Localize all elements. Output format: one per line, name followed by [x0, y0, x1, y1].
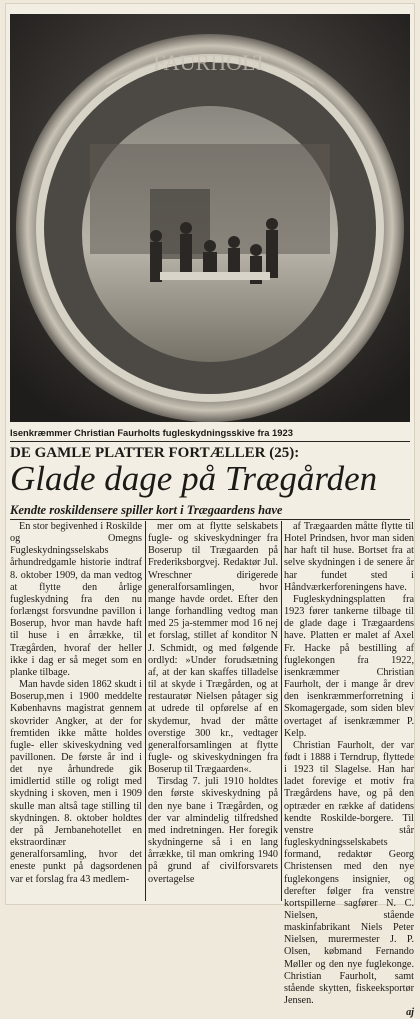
paragraph: Tirsdag 7. juli 1910 holdtes den første skiveskydning på den nye bane i Trægården, og der var almindelig tilfredshed med indretningen. Her foregik skydningerne så i en lang årrække, til man omkring 1940 på grund af civilforsvarets overtagelse [148, 776, 278, 885]
caption-rule [10, 441, 410, 442]
target-plate-illustration [10, 14, 410, 422]
paragraph: af Trægaarden måtte flytte til Hotel Prindsen, hvor man siden har haft til huse. Bortset fra at selve skydningen i de senere år har fundet sted i Håndværkerforeningens have. [284, 521, 414, 593]
paragraph: Man havde siden 1862 skudt i Boserup,men i 1900 meddelte Københavns magistrat gennem skovrider Angker, at der for fremtiden ikke måtte holdes fugle- eller skiveskydning ved pavillonen. De første år ind i det nye århundrede gik imidlertid stille og roligt med skydning i skoven, men i 1909 skulle man altså tage stilling til skydningen. 8. oktober holdtes der på Jernbanehotellet en ekstraordinær generalforsamling, hvor det eneste punkt på dagsordenen var et forslag fra 43 medlem- [10, 679, 142, 885]
photo-caption: Isenkræmmer Christian Faurholts fugleskydningsskive fra 1923 [10, 427, 293, 438]
article-column-1 [10, 521, 142, 886]
author-signature: aj [406, 1007, 414, 1019]
card-table [160, 272, 270, 280]
paragraph: Christian Faurholt, der var født i 1888 i Terndrup, flyttede i 1923 til Slagelse. Han har ladet forevige et motiv fra Trægårdens have, og på den optræder en række af datidens kendte Roskilde-borgere. Til venstre står fugleskydningsselskabets formand, redaktør Georg Christensen med den nye fuglekongens insignier, og derefter følger fra venstre kortspillerne sagfører N. C. Nielsen, stående maskinfabrikant Niels Peter Nielsen, murermester J. P. Olsen, købmand Fernando Møller og den nye fuglekonge. Christian Faurholt, samt stående skytten, fiskeeksportør Jensen. [284, 739, 414, 1007]
shooting-target-photo [10, 14, 410, 422]
article-column-2 [148, 521, 278, 886]
article-subheading: Kendte roskildensere spiller kort i Trægaardens have [10, 503, 283, 517]
column-divider [281, 521, 282, 901]
paragraph: mer om at flytte selskabets fugle- og skiveskydninger fra Boserup til Trægaarden på Frederiksborgvej. Redaktør Jul. Wreschner dirigerede generalforsamlingen, hvor mange havde ordet. Efter den lange forhandling vedtog man med 25 ja-stemmer mod 16 nej et forslag, stillet af konditor N J. Schmidt, og med følgende ordlyd: »Under forudsætning af, at der kan skaffes tilladelse til at skyde i Trægården, og at restauratør Nielsen påtager sig at udrede til opførelse af en skydemur, hvad der måtte overstige 300 kr., vedtager generalforsamlingen at flytte fugle- og skiveskydningen fra Boserup til Trægaarden«. [148, 521, 278, 776]
paragraph: En stor begivenhed i Roskilde og Omegns Fugleskydningsselskabs århundredgamle historie indtraf 8. oktober 1909, da man vedtog at flytte den årlige fugleskydning fra den nu forlængst forsvundne pavillon i Boserup, hvor man havde haft til huse i en årrække, til Trægården, hvoraf der heller ikke i dag er så meget som en planke tilbage. [10, 521, 142, 678]
column-divider [145, 521, 146, 901]
subheading-rule [10, 519, 410, 520]
series-kicker: DE GAMLE PLATTER FORTÆLLER (25): [10, 445, 300, 461]
target-lettering: FAURHOLT [153, 50, 267, 75]
paragraph: Fugleskydningsplatten fra 1923 fører tankerne tilbage til de glade dage i Trægaardens have. Platten er malet af Axel Fr. Hacke på bestilling af fuglekongen fra 1922, isenkræmmer Christian Faurholt, der i mange år drev den isenkræmmerforretning i Skomagergade, som siden blev overtaget af isenkræmmer P. Kelp. [284, 593, 414, 739]
article-headline: Glade dage på Trægården [10, 459, 378, 498]
newspaper-clipping [6, 4, 414, 1019]
article-column-3 [284, 521, 414, 1019]
